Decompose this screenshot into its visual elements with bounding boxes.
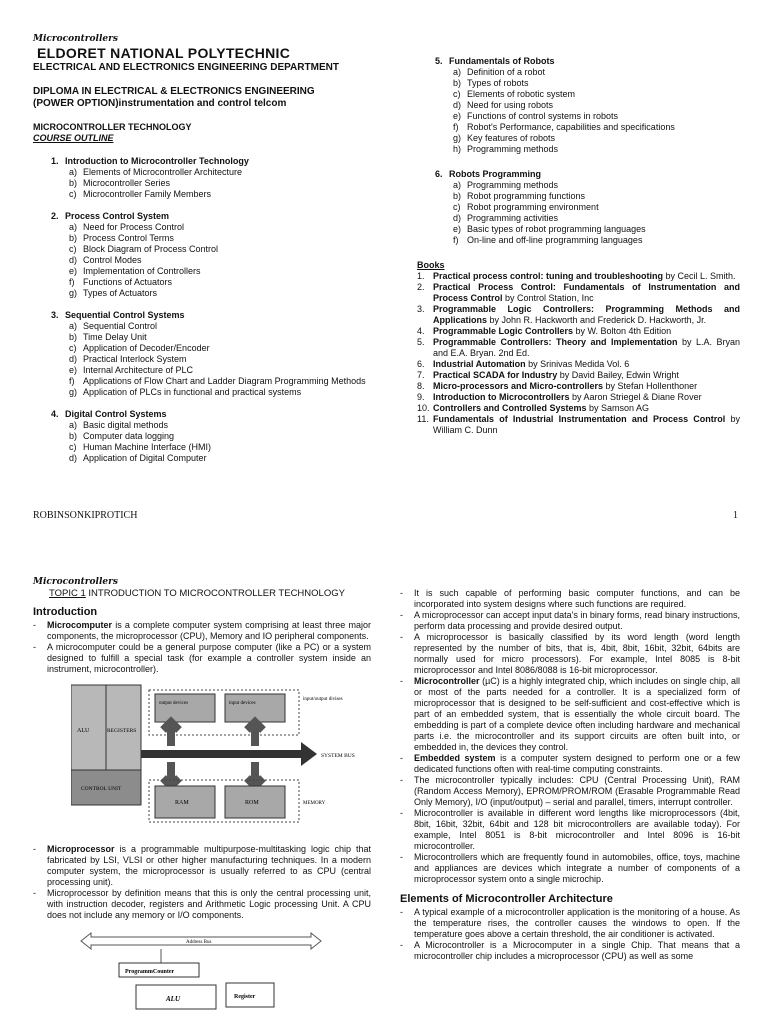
item-text: Robot programming functions xyxy=(467,191,586,201)
intro-heading: Introduction xyxy=(33,606,98,618)
item-letter: a) xyxy=(69,167,78,177)
book-entry xyxy=(433,304,740,326)
dash-marker: - xyxy=(400,632,403,642)
bullet-body: (µC) is a highly integrated chip, which includes on single chip, all or most of the parts needed for a controller. It is a specialized form of microprocessor that is designed to be self-sufficient and cost-effective which is part of an embedded system, that is essentially the whole circuit board. The embedding is part of a complete device often including hardware and mechanical parts i.e. the microcontroller and its support circuits are often built into, or embedded in, the devices they control. xyxy=(414,676,740,752)
item-letter: e) xyxy=(69,365,78,375)
item-text: Application of PLCs in functional and practical systems xyxy=(83,387,302,397)
section-number: 4. xyxy=(51,409,59,419)
book-title: Programmable Logic Controllers: Programming Methods and Applications xyxy=(433,304,740,325)
bullet-item xyxy=(400,775,740,808)
book-item xyxy=(417,381,740,392)
section-number: 3. xyxy=(51,310,59,320)
section-items xyxy=(453,67,740,155)
dash-marker: - xyxy=(400,808,403,818)
book-author: by Aaron Striegel & Diane Rover xyxy=(569,392,702,402)
book-author: by Control Station, Inc xyxy=(502,293,594,303)
book-author: by W. Bolton 4th Edition xyxy=(573,326,672,336)
item-letter: d) xyxy=(453,100,462,110)
item-letter: e) xyxy=(453,224,462,234)
input-devices-label: input devices xyxy=(229,701,256,706)
item-letter: c) xyxy=(69,189,77,199)
outline-item xyxy=(69,354,373,365)
page-2 xyxy=(0,555,768,1024)
book-title: Programmable Logic Controllers xyxy=(433,326,574,336)
dash-marker: - xyxy=(400,753,403,763)
book-item xyxy=(417,403,740,414)
section-number: 2. xyxy=(51,211,59,221)
book-entry xyxy=(433,326,671,337)
book-item xyxy=(417,282,740,304)
book-title: Practical Process Control: Fundamentals of Instrumentation and Process Control xyxy=(433,282,740,303)
outline-item xyxy=(453,144,740,155)
book-title: Industrial Automation xyxy=(433,359,526,369)
control-unit-label: CONTROL UNIT xyxy=(81,786,122,792)
item-text: Application of Digital Computer xyxy=(83,453,207,463)
book-number: 5. xyxy=(417,337,425,347)
outline-item xyxy=(453,191,740,202)
item-letter: c) xyxy=(453,89,461,99)
item-letter: b) xyxy=(69,233,78,243)
item-text: Internal Architecture of PLC xyxy=(83,365,194,375)
book-author: by Samson AG xyxy=(586,403,650,413)
bullet-item xyxy=(400,808,740,852)
topic-title xyxy=(49,588,371,599)
outline-item xyxy=(69,222,373,233)
topic-text: INTRODUCTION TO MICROCONTROLLER TECHNOLOGY xyxy=(85,588,345,599)
book-entry xyxy=(433,392,702,403)
book-entry xyxy=(433,359,629,370)
dash-marker: - xyxy=(33,642,36,652)
bullet-body: is a programmable multipurpose-multitasking logic chip that fabricated by LSI, VLSI or other higher manufacturing techniques. In a modern computer system, the microprocessor is usually referred to as CPU (central processing unit). xyxy=(47,844,371,887)
book-item xyxy=(417,392,740,403)
outline-item xyxy=(69,288,373,299)
book-title: Micro-processors and Micro-controllers xyxy=(433,381,604,391)
elements-heading: Elements of Microcontroller Architecture xyxy=(400,893,613,905)
bullet-body: It is such capable of performing basic computer functions, and can be incorporated into system designs where such functions are required. xyxy=(414,588,740,609)
item-letter: e) xyxy=(69,266,78,276)
p2-left-column xyxy=(33,588,371,1017)
register-block-label: Register xyxy=(234,994,256,1000)
microcontroller-bullets xyxy=(400,588,740,885)
outline-item xyxy=(69,233,373,244)
item-letter: f) xyxy=(69,277,75,287)
book-item xyxy=(417,271,740,282)
item-letter: a) xyxy=(69,420,78,430)
bullet-text xyxy=(414,907,740,940)
dash-marker: - xyxy=(400,852,403,862)
alu-label: ALU xyxy=(77,728,90,734)
outline-sections-right xyxy=(417,56,740,246)
dash-marker: - xyxy=(33,888,36,898)
item-text: Control Modes xyxy=(83,255,142,265)
bullet-item xyxy=(400,753,740,775)
section-title: Robots Programming xyxy=(449,169,542,179)
book-item xyxy=(417,414,740,436)
book-title: Practical process control: tuning and troubleshooting xyxy=(433,271,664,281)
item-text: Time Delay Unit xyxy=(83,332,147,342)
outline-section xyxy=(33,310,373,398)
item-letter: f) xyxy=(453,122,459,132)
bullet-item xyxy=(33,888,371,921)
bullet-term: Microcontroller xyxy=(414,676,480,686)
bullet-body: Microcontrollers which are frequently found in automobiles, office, toys, machine and appliances are devices which integrate a number of components of a microprocessor system onto a single microchip. xyxy=(414,852,740,884)
outline-item xyxy=(69,442,373,453)
outline-item xyxy=(69,420,373,431)
outline-item xyxy=(69,453,373,464)
outline-item xyxy=(69,178,373,189)
book-number: 4. xyxy=(417,326,425,336)
bullet-text xyxy=(47,888,371,921)
cpu-diagram xyxy=(51,927,351,1017)
ram-label: RAM xyxy=(175,800,189,806)
book-number: 11. xyxy=(417,414,429,424)
outline-item xyxy=(69,321,373,332)
department: ELECTRICAL AND ELECTRONICS ENGINEERING DEPARTMENT xyxy=(33,62,339,73)
section-number: 5. xyxy=(435,56,443,66)
item-text: Practical Interlock System xyxy=(83,354,187,364)
registers-label: REGISTERS xyxy=(107,728,137,734)
bullet-item xyxy=(400,940,740,962)
bullet-text xyxy=(414,775,740,808)
item-text: Key features of robots xyxy=(467,133,556,143)
item-letter: a) xyxy=(69,321,78,331)
item-text: Sequential Control xyxy=(83,321,158,331)
book-author: by Cecil L. Smith. xyxy=(663,271,736,281)
bullet-body: A microcomputer could be a general purpose computer (like a PC) or a system designed to fulfill a special task (for example a controller system inside an instrument, microcontroller). xyxy=(47,642,371,674)
bullet-item xyxy=(33,844,371,888)
section-items xyxy=(69,321,373,398)
bullet-item xyxy=(400,852,740,885)
bullet-body: is a computer system designed to perform one or a few dedicated functions often with real-time computing constraints. xyxy=(414,753,740,774)
book-item xyxy=(417,359,740,370)
address-bus-label: Address Bus xyxy=(186,940,212,945)
bullet-body: The microcontroller typically includes: CPU (Central Processing Unit), RAM (Random Access Memory), EPROM/PROM/ROM (Erasable Programmable Read Only Memory), I/O (input/output) – serial and parallel, timers, interrupt controller. xyxy=(414,775,740,807)
io-label: input/output divises xyxy=(303,697,343,702)
program-counter-label: ProgrammCounter xyxy=(125,969,175,975)
item-letter: b) xyxy=(453,191,462,201)
outline-sections-left xyxy=(33,156,373,464)
book-author: by L.A. Bryan and E.A. Bryan. 2nd Ed. xyxy=(433,337,740,358)
item-text: Computer data logging xyxy=(83,431,175,441)
item-text: Process Control Terms xyxy=(83,233,174,243)
dash-marker: - xyxy=(400,775,403,785)
bullet-item xyxy=(400,588,740,610)
dash-marker: - xyxy=(33,844,36,854)
course-title: MICROCONTROLLER TECHNOLOGY xyxy=(33,122,192,132)
outline-section xyxy=(417,169,740,246)
bullet-text xyxy=(414,588,740,610)
bullet-term: Microprocessor xyxy=(47,844,115,854)
section-heading xyxy=(435,56,740,67)
item-text: Basic digital methods xyxy=(83,420,169,430)
bullet-text xyxy=(414,610,740,632)
topic-label: TOPIC 1 xyxy=(49,588,86,599)
output-devices-label: output devices xyxy=(159,701,189,706)
dash-marker: - xyxy=(400,610,403,620)
book-number: 1. xyxy=(417,271,425,281)
item-letter: b) xyxy=(453,78,462,88)
alu-block-label: ALU xyxy=(166,995,180,1003)
book-title: Practical SCADA for Industry xyxy=(433,370,558,380)
books-list xyxy=(417,271,740,436)
outline-item xyxy=(453,133,740,144)
bullet-item xyxy=(400,907,740,940)
outline-item xyxy=(69,343,373,354)
diploma-line-2: (POWER OPTION)instrumentation and control telcom xyxy=(33,98,287,109)
book-number: 2. xyxy=(417,282,425,292)
book-number: 8. xyxy=(417,381,425,391)
outline-item xyxy=(453,111,740,122)
bullet-item xyxy=(33,620,371,642)
section-items xyxy=(453,180,740,246)
item-text: Need for Process Control xyxy=(83,222,185,232)
item-text: Microcontroller Series xyxy=(83,178,171,188)
book-entry xyxy=(433,403,649,414)
book-item xyxy=(417,326,740,337)
running-header: Microcontrollers xyxy=(33,577,118,587)
item-text: Basic types of robot programming languages xyxy=(467,224,646,234)
outline-section xyxy=(33,211,373,299)
bullet-text xyxy=(414,808,740,852)
books-heading: Books xyxy=(417,260,445,270)
intro-bullets xyxy=(33,620,371,675)
item-letter: d) xyxy=(69,354,78,364)
section-number: 6. xyxy=(435,169,443,179)
outline-item xyxy=(453,235,740,246)
item-letter: a) xyxy=(453,67,462,77)
item-text: Microcontroller Family Members xyxy=(83,189,212,199)
computer-block-diagram xyxy=(71,680,371,840)
section-heading xyxy=(51,156,373,167)
item-letter: g) xyxy=(453,133,462,143)
item-text: Robot's Performance, capabilities and specifications xyxy=(467,122,675,132)
book-number: 3. xyxy=(417,304,425,314)
bullet-item xyxy=(400,610,740,632)
bullet-item xyxy=(400,676,740,753)
outline-item xyxy=(69,167,373,178)
footer-author: ROBINSONKIPROTICH xyxy=(33,510,138,521)
school-name: ELDORET NATIONAL POLYTECHNIC xyxy=(37,45,291,61)
item-letter: e) xyxy=(453,111,462,121)
bullet-body: A microprocessor is basically classified by its word length (word length represented by the number of bits, that is, 4bit, 8bit, 16bit, 32bit, 64bits are normally used for micro processors). For example, Intel 8085 is 8-bit microprocessor and Intel 8086/8088 is 16-bit microprocessor. xyxy=(414,632,740,675)
book-entry xyxy=(433,337,740,359)
item-letter: f) xyxy=(453,235,459,245)
item-letter: d) xyxy=(453,213,462,223)
outline-item xyxy=(69,431,373,442)
bullet-body: A microprocessor can accept input data's in binary forms, read binary instructions, perform data processing and provide desired output. xyxy=(414,610,740,631)
right-column xyxy=(417,56,740,436)
item-letter: f) xyxy=(69,376,75,386)
bullet-text xyxy=(414,676,740,753)
item-text: Programming methods xyxy=(467,144,559,154)
bullet-text xyxy=(414,940,740,962)
dash-marker: - xyxy=(400,676,403,686)
dash-marker: - xyxy=(400,588,403,598)
book-number: 6. xyxy=(417,359,425,369)
item-letter: g) xyxy=(69,288,78,298)
section-items xyxy=(69,420,373,464)
bullet-text xyxy=(414,852,740,885)
outline-item xyxy=(69,332,373,343)
item-letter: a) xyxy=(69,222,78,232)
book-entry xyxy=(433,414,740,436)
book-title: Fundamentals of Industrial Instrumentation and Process Control xyxy=(433,414,726,424)
outline-item xyxy=(453,89,740,100)
book-title: Programmable Controllers: Theory and Implementation xyxy=(433,337,678,347)
item-text: Definition of a robot xyxy=(467,67,546,77)
bullet-text xyxy=(414,753,740,775)
section-title: Introduction to Microcontroller Technology xyxy=(65,156,249,166)
book-number: 7. xyxy=(417,370,425,380)
bullet-body: Microcontroller is available in different word lengths like microprocessors (4bit, 8bit, 16bit, 32bit, 64bit and 128 bit microcontrollers are available today). For example, Intel 8051 is 8-bit microcontroller and Intel 8096 is 16-bit microcontroller. xyxy=(414,808,740,851)
outline-item xyxy=(69,365,373,376)
book-entry xyxy=(433,282,740,304)
book-author: by Stefan Hollenthoner xyxy=(603,381,698,391)
item-letter: h) xyxy=(453,144,462,154)
item-letter: c) xyxy=(69,442,77,452)
section-title: Process Control System xyxy=(65,211,170,221)
item-text: Types of robots xyxy=(467,78,529,88)
rom-label: ROM xyxy=(245,800,259,806)
section-heading xyxy=(435,169,740,180)
outline-section xyxy=(417,56,740,155)
outline-item xyxy=(453,122,740,133)
book-item xyxy=(417,304,740,326)
item-letter: c) xyxy=(453,202,461,212)
item-letter: b) xyxy=(69,332,78,342)
page-gap xyxy=(0,535,768,555)
dash-marker: - xyxy=(400,907,403,917)
section-title: Digital Control Systems xyxy=(65,409,167,419)
section-title: Sequential Control Systems xyxy=(65,310,185,320)
outline-item xyxy=(69,387,373,398)
page-number: 1 xyxy=(733,510,738,521)
section-items xyxy=(69,222,373,299)
section-heading xyxy=(51,409,373,420)
dash-marker: - xyxy=(33,620,36,630)
bullet-text xyxy=(47,642,371,675)
item-text: Types of Actuators xyxy=(83,288,158,298)
outline-section xyxy=(33,409,373,464)
item-text: Robot programming environment xyxy=(467,202,599,212)
outline-item xyxy=(453,180,740,191)
outline-item xyxy=(453,100,740,111)
book-number: 9. xyxy=(417,392,425,402)
outline-item xyxy=(453,202,740,213)
bullet-text xyxy=(414,632,740,676)
memory-label: MEMORY xyxy=(303,801,326,806)
item-text: Functions of control systems in robots xyxy=(467,111,619,121)
outline-item xyxy=(453,67,740,78)
item-text: Programming methods xyxy=(467,180,559,190)
book-item xyxy=(417,337,740,359)
book-entry xyxy=(433,370,679,381)
outline-item xyxy=(69,277,373,288)
book-author: by David Bailey, Edwin Wright xyxy=(557,370,679,380)
dash-marker: - xyxy=(400,940,403,950)
p2-right-column xyxy=(400,588,740,962)
item-letter: b) xyxy=(69,431,78,441)
book-title: Introduction to Microcontrollers xyxy=(433,392,570,402)
item-text: On-line and off-line programming languages xyxy=(467,235,643,245)
diploma-line-1: DIPLOMA IN ELECTRICAL & ELECTRONICS ENGINEERING xyxy=(33,86,315,97)
item-text: Functions of Actuators xyxy=(83,277,173,287)
outline-item xyxy=(69,255,373,266)
item-letter: c) xyxy=(69,343,77,353)
item-text: Need for using robots xyxy=(467,100,554,110)
outline-section xyxy=(33,156,373,200)
section-number: 1. xyxy=(51,156,59,166)
book-author: by William C. Dunn xyxy=(433,414,740,435)
item-letter: c) xyxy=(69,244,77,254)
item-letter: g) xyxy=(69,387,78,397)
bullet-text xyxy=(47,620,371,642)
outline-item xyxy=(69,266,373,277)
book-number: 10. xyxy=(417,403,430,413)
item-text: Human Machine Interface (HMI) xyxy=(83,442,212,452)
course-outline-heading: COURSE OUTLINE xyxy=(33,133,114,143)
item-letter: a) xyxy=(453,180,462,190)
bullet-term: Microcomputer xyxy=(47,620,113,630)
bullet-text xyxy=(47,844,371,888)
elements-bullets xyxy=(400,907,740,962)
left-column xyxy=(33,45,373,464)
bullet-item xyxy=(33,642,371,675)
item-text: Applications of Flow Chart and Ladder Diagram Programming Methods xyxy=(83,376,366,386)
book-author: by John R. Hackworth and Frederick D. Hackworth, Jr. xyxy=(487,315,707,325)
outline-item xyxy=(453,213,740,224)
book-entry xyxy=(433,381,697,392)
outline-item xyxy=(453,224,740,235)
bullet-body: A typical example of a microcontroller application is the monitoring of a house. As the temperature rises, the controller causes the windows to open. If the temperature goes above a certain threshold, the air conditioner is activated. xyxy=(414,907,740,939)
outline-item xyxy=(69,244,373,255)
outline-item xyxy=(453,78,740,89)
item-letter: b) xyxy=(69,178,78,188)
running-header: Microcontrollers xyxy=(33,34,118,44)
bullet-body: is a complete computer system comprising at least three major components, the microprocessor (CPU), Memory and IO peripheral components. xyxy=(47,620,371,641)
book-title: Controllers and Controlled Systems xyxy=(433,403,587,413)
item-letter: d) xyxy=(69,255,78,265)
bullet-term: Embedded system xyxy=(414,753,496,763)
section-heading xyxy=(51,310,373,321)
section-heading xyxy=(51,211,373,222)
microprocessor-bullets xyxy=(33,844,371,921)
item-text: Implementation of Controllers xyxy=(83,266,201,276)
section-items xyxy=(69,167,373,200)
item-text: Elements of Microcontroller Architecture xyxy=(83,167,243,177)
bullet-body: Microprocessor by definition means that this is only the central processing unit, with instruction decoder, registers and Arithmetic Logic processing Unit. A CPU does not include any memory or I/O components. xyxy=(47,888,371,920)
bullet-item xyxy=(400,632,740,676)
item-letter: d) xyxy=(69,453,78,463)
book-entry xyxy=(433,271,736,282)
item-text: Programming activities xyxy=(467,213,559,223)
outline-item xyxy=(69,376,373,387)
section-title: Fundamentals of Robots xyxy=(449,56,555,66)
book-item xyxy=(417,370,740,381)
outline-item xyxy=(69,189,373,200)
bullet-body: A Microcontroller is a Microcomputer in a single Chip. That means that a microcontroller chip includes a microprocessor (CPU) as well as some xyxy=(414,940,740,961)
book-author: by Srinivas Medida Vol. 6 xyxy=(525,359,630,369)
system-bus-label: SYSTEM BUS xyxy=(321,753,355,759)
item-text: Application of Decoder/Encoder xyxy=(83,343,210,353)
item-text: Elements of robotic system xyxy=(467,89,576,99)
item-text: Block Diagram of Process Control xyxy=(83,244,219,254)
